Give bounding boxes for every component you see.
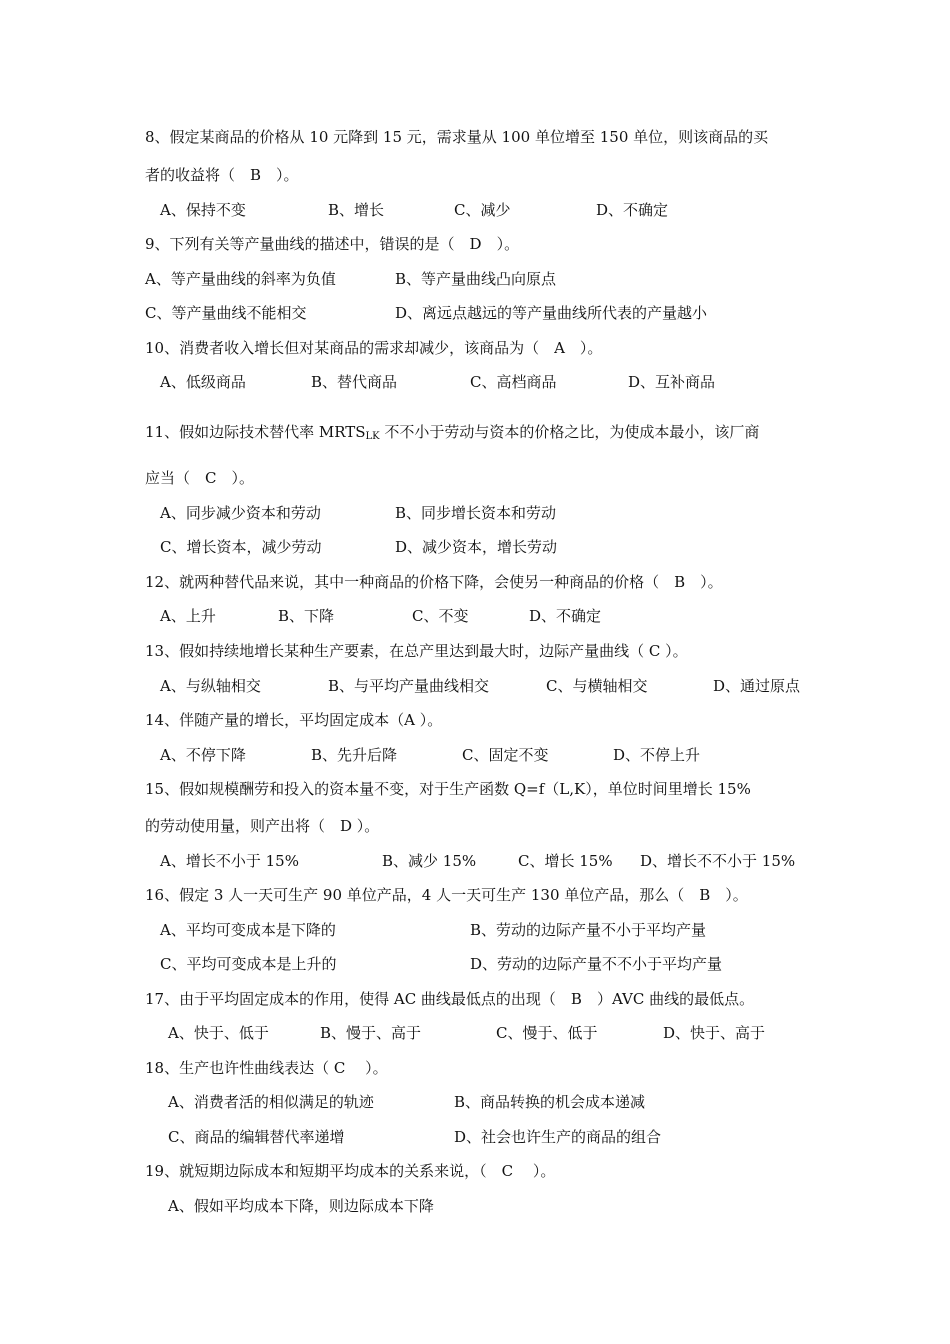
- question-15-option-c: C、增长 15%: [518, 852, 613, 870]
- question-16-option-b: B、劳动的边际产量不小于平均产量: [470, 921, 707, 939]
- question-9-stem: 9、下列有关等产量曲线的描述中，错误的是（ D ）。: [145, 235, 520, 253]
- question-14-option-d: D、不停上升: [613, 746, 701, 764]
- question-13-stem: 13、假如持续地增长某种生产要素，在总产里达到最大时，边际产量曲线（ C ）。: [145, 642, 688, 660]
- question-11-stem-cont: 应当（ C ）。: [145, 469, 254, 487]
- question-10-option-c: C、高档商品: [470, 373, 557, 391]
- question-18-option-a: A、消费者活的相似满足的轨迹: [168, 1093, 374, 1111]
- question-15-option-d: D、增长不不小于 15%: [640, 852, 796, 870]
- question-15-stem: 15、假如规模酬劳和投入的资本量不变，对于生产函数 Q=f（L,K），单位时间里增长 15%: [145, 780, 751, 798]
- question-11-stem-b: 不不小于劳动与资本的价格之比，为使成本最小，该厂商: [379, 423, 760, 441]
- question-16-option-a: A、平均可变成本是下降的: [160, 921, 336, 939]
- question-14-option-c: C、固定不变: [462, 746, 549, 764]
- question-9-option-c: C、等产量曲线不能相交: [145, 304, 307, 322]
- question-8-option-a: A、保持不变: [160, 201, 246, 219]
- question-12-option-d: D、不确定: [529, 607, 602, 625]
- question-14-option-a: A、不停下降: [160, 746, 246, 764]
- question-16-stem: 16、假定 3 人一天可生产 90 单位产品，4 人一天可生产 130 单位产品，那么（ B ）。: [145, 886, 748, 904]
- question-12-option-b: B、下降: [278, 607, 335, 625]
- question-10-option-a: A、低级商品: [160, 373, 246, 391]
- question-11-option-a: A、同步减少资本和劳动: [160, 504, 321, 522]
- question-13-option-d: D、通过原点: [713, 677, 801, 695]
- question-17-option-c: C、慢于、低于: [496, 1024, 598, 1042]
- question-18-option-b: B、商品转换的机会成本递减: [454, 1093, 646, 1111]
- question-16-option-c: C、平均可变成本是上升的: [160, 955, 337, 973]
- question-8-option-d: D、不确定: [596, 201, 669, 219]
- question-14-stem: 14、伴随产量的增长，平均固定成本（A ）。: [145, 711, 443, 729]
- question-17-option-d: D、快于、高于: [663, 1024, 766, 1042]
- question-18-option-c: C、商品的编辑替代率递增: [168, 1128, 345, 1146]
- question-17-option-a: A、快于、低于: [168, 1024, 269, 1042]
- question-18-stem: 18、生产也许性曲线表达（ C ）。: [145, 1059, 388, 1077]
- question-10-option-b: B、替代商品: [311, 373, 398, 391]
- question-8-option-b: B、增长: [328, 201, 385, 219]
- question-13-option-c: C、与横轴相交: [546, 677, 648, 695]
- question-11-option-d: D、减少资本，增长劳动: [395, 538, 558, 556]
- question-8-option-c: C、减少: [454, 201, 511, 219]
- question-9-option-d: D、离远点越远的等产量曲线所代表的产量越小: [395, 304, 708, 322]
- question-11-option-c: C、增长资本，减少劳动: [160, 538, 322, 556]
- question-17-stem: 17、由于平均固定成本的作用，使得 AC 曲线最低点的出现（ B ）AVC 曲线的最低点。: [145, 990, 755, 1008]
- question-18-option-d: D、社会也许生产的商品的组合: [454, 1128, 662, 1146]
- question-14-option-b: B、先升后降: [311, 746, 398, 764]
- question-17-option-b: B、慢于、高于: [320, 1024, 422, 1042]
- question-15-option-b: B、减少 15%: [382, 852, 477, 870]
- question-11-option-b: B、同步增长资本和劳动: [395, 504, 557, 522]
- question-11-stem-a: 11、假如边际技术替代率 MRTS: [145, 423, 366, 441]
- question-10-option-d: D、互补商品: [628, 373, 716, 391]
- question-13-option-b: B、与平均产量曲线相交: [328, 677, 490, 695]
- question-10-stem: 10、消费者收入增长但对某商品的需求却减少，该商品为（ A ）。: [145, 339, 603, 357]
- question-9-option-a: A、等产量曲线的斜率为负值: [145, 270, 336, 288]
- question-13-option-a: A、与纵轴相交: [160, 677, 261, 695]
- question-19-option-a: A、假如平均成本下降，则边际成本下降: [168, 1197, 434, 1215]
- question-11-stem: [145, 422, 759, 442]
- question-15-stem-cont: 的劳动使用量，则产出将（ D ）。: [145, 817, 380, 835]
- question-12-option-c: C、不变: [412, 607, 469, 625]
- question-8-stem: 8、假定某商品的价格从 10 元降到 15 元，需求量从 100 单位增至 150 单位，则该商品的买: [145, 128, 769, 146]
- question-8-stem-cont: 者的收益将（ B ）。: [145, 166, 299, 184]
- question-15-option-a: A、增长不小于 15%: [160, 852, 299, 870]
- question-19-stem: 19、就短期边际成本和短期平均成本的关系来说，（ C ）。: [145, 1162, 556, 1180]
- question-12-stem: 12、就两种替代品来说，其中一种商品的价格下降，会使另一种商品的价格（ B ）。: [145, 573, 723, 591]
- question-16-option-d: D、劳动的边际产量不不小于平均产量: [470, 955, 723, 973]
- question-11-subscript: LK: [365, 431, 380, 442]
- question-12-option-a: A、上升: [160, 607, 216, 625]
- question-9-option-b: B、等产量曲线凸向原点: [395, 270, 557, 288]
